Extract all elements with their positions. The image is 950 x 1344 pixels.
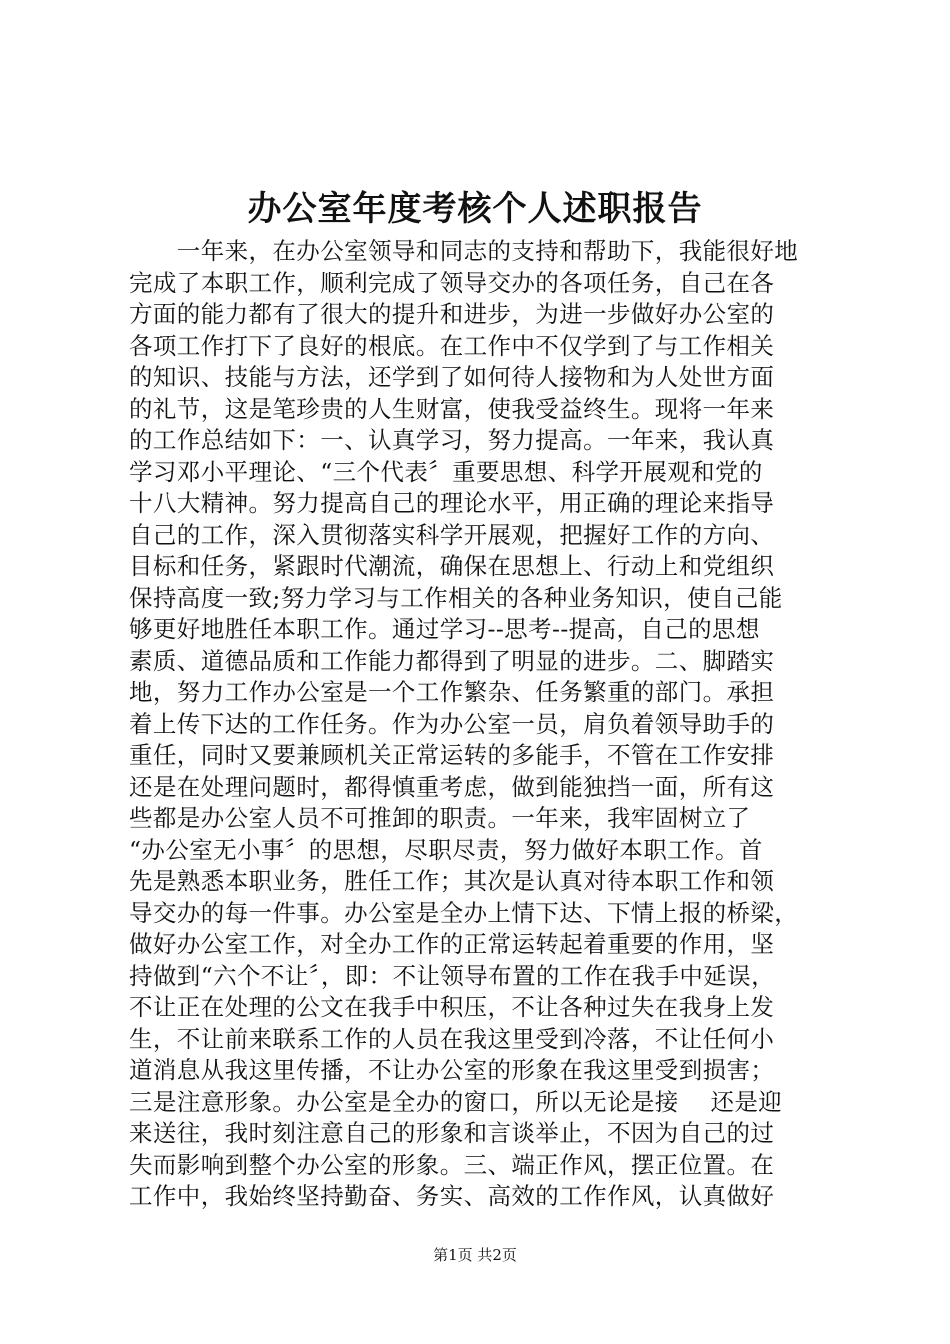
body-text-line: 工作中，我始终坚持勤奋、务实、高效的工作作风，认真做好 — [129, 1182, 775, 1210]
body-text-line: 不让正在处理的公文在我手中积压，不让各种过失在我身上发 — [129, 993, 775, 1021]
body-text-line: 够更好地胜任本职工作。通过学习--思考--提高，自己的思想 — [129, 615, 760, 643]
body-text-line: 持做到“六个不让〞，即：不让领导布置的工作在我手中延误， — [129, 961, 775, 990]
body-text-line: 自己的工作，深入贯彻落实科学开展观，把握好工作的方向、 — [129, 520, 775, 549]
document-title: 办公室年度考核个人述职报告 — [247, 189, 703, 229]
body-text-line: 学习邓小平理论、“三个代表〞重要思想、科学开展观和党的 — [129, 457, 763, 486]
body-text-line: 失而影响到整个办公室的形象。三、端正作风，摆正位置。在 — [129, 1150, 775, 1179]
body-text-line: 来送往，我时刻注意自己的形象和言谈举止，不因为自己的过 — [129, 1119, 775, 1147]
body-text-line: 先是熟悉本职业务，胜任工作；其次是认真对待本职工作和领 — [129, 867, 775, 895]
body-text-line: 素质、道德品质和工作能力都得到了明显的进步。二、脚踏实 — [129, 646, 775, 675]
body-text-line: 地，努力工作办公室是一个工作繁杂、任务繁重的部门。承担 — [129, 678, 775, 706]
body-text-line: 各项工作打下了良好的根底。在工作中不仅学到了与工作相关 — [129, 331, 775, 360]
body-text-line: 些都是办公室人员不可推卸的职责。一年来，我牢固树立了 — [129, 804, 751, 832]
body-text-line: 重任，同时又要兼顾机关正常运转的多能手，不管在工作安排 — [129, 741, 775, 769]
body-text-line: 保持高度一致;努力学习与工作相关的各种业务知识，使自己能 — [129, 583, 783, 612]
body-text-line: 一年来，在办公室领导和同志的支持和帮助下，我能很好地 — [129, 237, 799, 265]
body-text-line: 三是注意形象。办公室是全办的窗口，所以无论是接 还是迎 — [129, 1087, 783, 1116]
body-text-line: 的礼节，这是笔珍贵的人生财富，使我受益终生。现将一年来 — [129, 394, 775, 423]
body-text-line: 十八大精神。努力提高自己的理论水平，用正确的理论来指导 — [129, 489, 775, 517]
body-text-line: 道消息从我这里传播，不让办公室的形象在我这里受到损害； — [129, 1056, 775, 1084]
page-number-footer: 第1页 共2页 — [433, 1246, 517, 1264]
body-text-line: 的知识、技能与方法，还学到了如何待人接物和为人处世方面 — [129, 363, 775, 391]
body-text-line: 完成了本职工作，顺利完成了领导交办的各项任务，自己在各 — [129, 268, 775, 297]
body-text-line: 还是在处理问题时，都得慎重考虑，做到能独挡一面，所有这 — [129, 772, 775, 801]
body-text-line: 的工作总结如下：一、认真学习，努力提高。一年来，我认真 — [129, 426, 775, 454]
body-text-line: 着上传下达的工作任务。作为办公室一员，肩负着领导助手的 — [129, 709, 775, 738]
document-body — [129, 236, 829, 1213]
body-text-line: 方面的能力都有了很大的提升和进步，为进一步做好办公室的 — [129, 300, 775, 328]
body-text-line: “办公室无小事〞的思想，尽职尽责，努力做好本职工作。首 — [129, 835, 763, 864]
body-text-line: 做好办公室工作，对全办工作的正常运转起着重要的作用，坚 — [129, 930, 775, 958]
body-text-line: 生，不让前来联系工作的人员在我这里受到冷落，不让任何小 — [129, 1024, 775, 1053]
body-text-line: 目标和任务，紧跟时代潮流，确保在思想上、行动上和党组织 — [129, 552, 775, 580]
body-text-line: 导交办的每一件事。办公室是全办上情下达、下情上报的桥梁， — [129, 898, 799, 927]
